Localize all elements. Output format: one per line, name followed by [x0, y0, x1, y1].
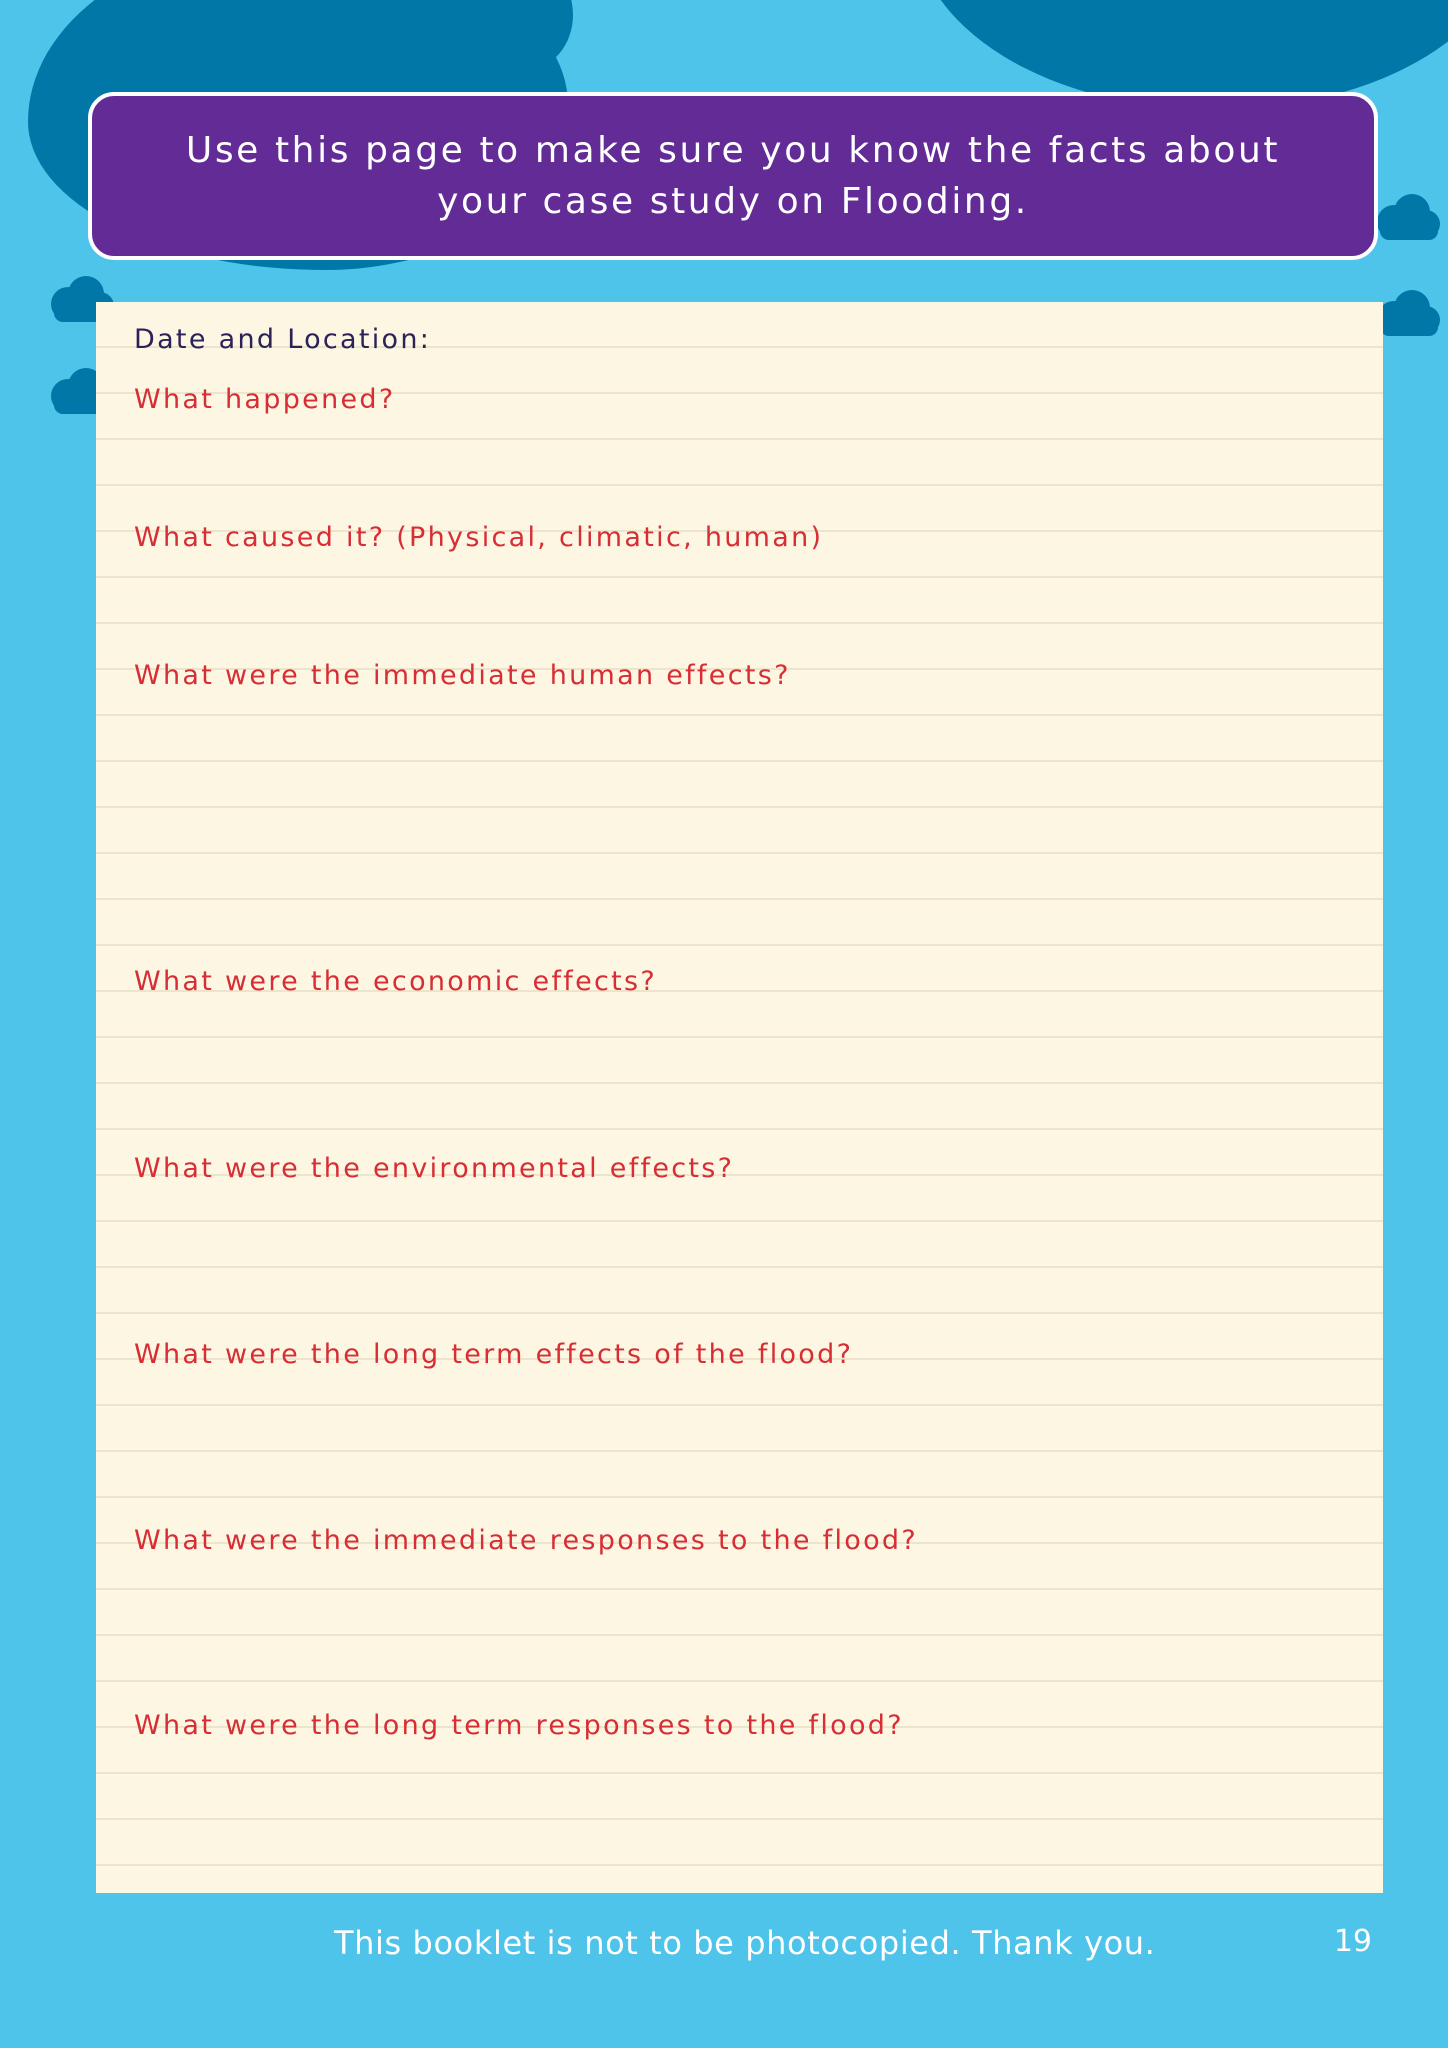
question-long-term-responses: What were the long term responses to the flood? — [134, 1710, 904, 1741]
question-economic-effects: What were the economic effects? — [134, 966, 658, 997]
page-number: 19 — [1333, 1924, 1372, 1959]
banner-text-line-2: your case study on Flooding. — [437, 181, 1029, 222]
question-what-happened: What happened? — [134, 384, 396, 415]
cloud-icon — [1372, 190, 1442, 246]
question-long-term-effects: What were the long term effects of the flood? — [134, 1339, 854, 1370]
question-immediate-human-effects: What were the immediate human effects? — [134, 660, 791, 691]
question-date-location: Date and Location: — [134, 324, 432, 355]
instruction-banner — [88, 92, 1378, 260]
worksheet — [96, 302, 1383, 1893]
footer-notice: This booklet is not to be photocopied. Thank you. — [334, 1924, 1156, 1962]
question-immediate-responses: What were the immediate responses to the flood? — [134, 1525, 918, 1556]
question-causes: What caused it? (Physical, climatic, human) — [134, 522, 824, 553]
question-environmental-effects: What were the environmental effects? — [134, 1153, 735, 1184]
banner-text-line-1: Use this page to make sure you know the facts about — [185, 130, 1281, 171]
